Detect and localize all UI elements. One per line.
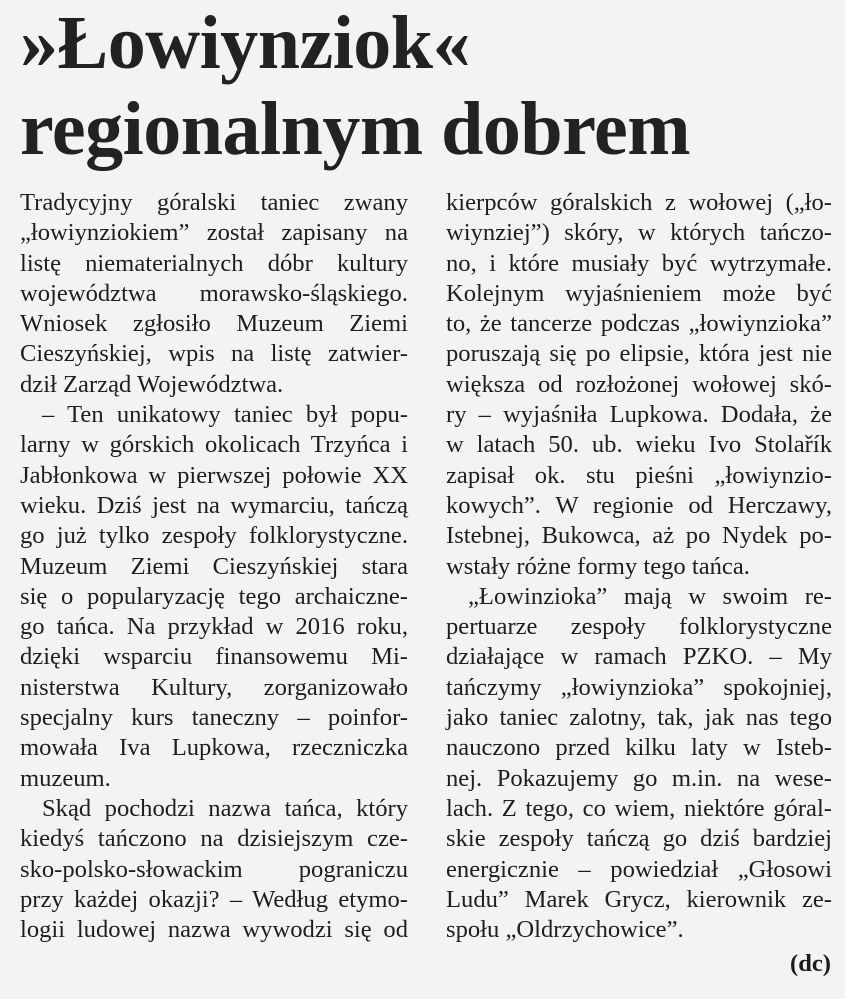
text-line: Wniosek zgłosiło Muzeum Ziemi <box>20 310 408 338</box>
text-line: dził Zarząd Województwa. <box>20 370 284 398</box>
text-line: wstały różne formy tego tańca. <box>446 552 750 580</box>
author-signature: (dc) <box>790 949 831 977</box>
text-line: większa od rozłożonej wołowej skó- <box>446 370 832 398</box>
text-line: tańczymy „łowiynzioka” spokojniej, <box>446 673 832 701</box>
text-line: no, i które musiały być wytrzymałe. <box>446 249 832 277</box>
text-line: listę niematerialnych dóbr kultury <box>20 249 408 277</box>
text-line: go tańca. Na przykład w 2016 roku, <box>20 613 408 641</box>
text-line: to, że tancerze podczas „łowiynzioka” <box>446 310 832 338</box>
text-line: wiynziej”) skóry, w których tańczo- <box>446 219 832 247</box>
text-line: „Łowinzioka” mają w swoim re- <box>468 582 832 610</box>
text-line: muzeum. <box>20 764 111 792</box>
text-line: działające w ramach PZKO. – My <box>446 643 832 671</box>
text-line: energicznie – powiedział „Głosowi <box>446 855 832 883</box>
text-line: lach. Z tego, co wiem, niektóre góral- <box>446 794 832 822</box>
text-line: go już tylko zespoły folklorystyczne. <box>20 522 408 550</box>
text-line: specjalny kurs taneczny – poinfor- <box>20 704 408 732</box>
text-line: dzięki wsparciu finansowemu Mi- <box>20 643 408 671</box>
text-line: Skąd pochodzi nazwa tańca, który <box>42 794 408 822</box>
text-line: – Ten unikatowy taniec był popu- <box>42 401 408 429</box>
text-line: jako taniec zalotny, tak, jak nas tego <box>446 704 832 732</box>
text-line: mowała Iva Lupkowa, rzeczniczka <box>20 734 408 762</box>
text-line: Tradycyjny góralski taniec zwany <box>20 189 408 216</box>
headline-line-2: regionalnym dobrem <box>20 87 691 171</box>
text-line: kierpców góralskich z wołowej („ło- <box>446 189 832 216</box>
text-line: „łowiynziokiem” został zapisany na <box>20 219 408 247</box>
article-column-right <box>446 188 832 945</box>
text-line: kowych”. W regionie od Herczawy, <box>446 491 832 519</box>
text-line: Istebnej, Bukowca, aż po Nydek po- <box>446 522 832 550</box>
text-line: Muzeum Ziemi Cieszyńskiej stara <box>20 552 408 580</box>
text-line: społu „Oldrzychowice”. <box>446 916 684 944</box>
headline-line-1: »Łowiynziok« <box>20 1 471 85</box>
text-line: nej. Pokazujemy go m.in. na wese- <box>446 764 832 792</box>
text-line: pertuarze zespoły folklorystyczne <box>446 613 832 641</box>
text-line: wieku. Dziś jest na wymarciu, tańczą <box>20 491 408 519</box>
text-line: Cieszyńskiej, wpis na listę zatwier- <box>20 340 408 368</box>
text-line: poruszają się po elipsie, która jest nie <box>446 340 832 368</box>
text-line: nisterstwa Kultury, zorganizowało <box>20 673 408 701</box>
text-line: w latach 50. ub. wieku Ivo Stolařík <box>446 431 832 459</box>
text-line: sko-polsko-słowackim pograniczu <box>20 855 408 883</box>
text-line: larny w górskich okolicach Trzyńca i <box>20 431 408 459</box>
text-line: ry – wyjaśniła Lupkowa. Dodała, że <box>446 401 832 429</box>
text-line: Ludu” Marek Grycz, kierownik ze- <box>446 885 832 913</box>
text-line: logii ludowej nazwa wywodzi się od <box>20 916 408 944</box>
text-line: nauczono przed kilku laty w Isteb- <box>446 734 832 762</box>
text-line: kiedyś tańczono na dzisiejszym cze- <box>20 825 408 853</box>
text-line: województwa morawsko-śląskiego. <box>20 279 408 307</box>
text-line: się o popularyzację tego archaiczne- <box>20 582 408 610</box>
article-column-left <box>20 188 408 945</box>
text-line: Kolejnym wyjaśnieniem może być <box>446 279 832 307</box>
text-line: Jabłonkowa w pierwszej połowie XX <box>20 461 408 489</box>
text-line: skie zespoły tańczą go dziś bardziej <box>446 825 832 853</box>
text-line: zapisał ok. stu pieśni „łowiynzio- <box>446 461 832 489</box>
article-headline <box>20 0 820 172</box>
text-line: przy każdej okazji? – Według etymo- <box>20 885 408 913</box>
